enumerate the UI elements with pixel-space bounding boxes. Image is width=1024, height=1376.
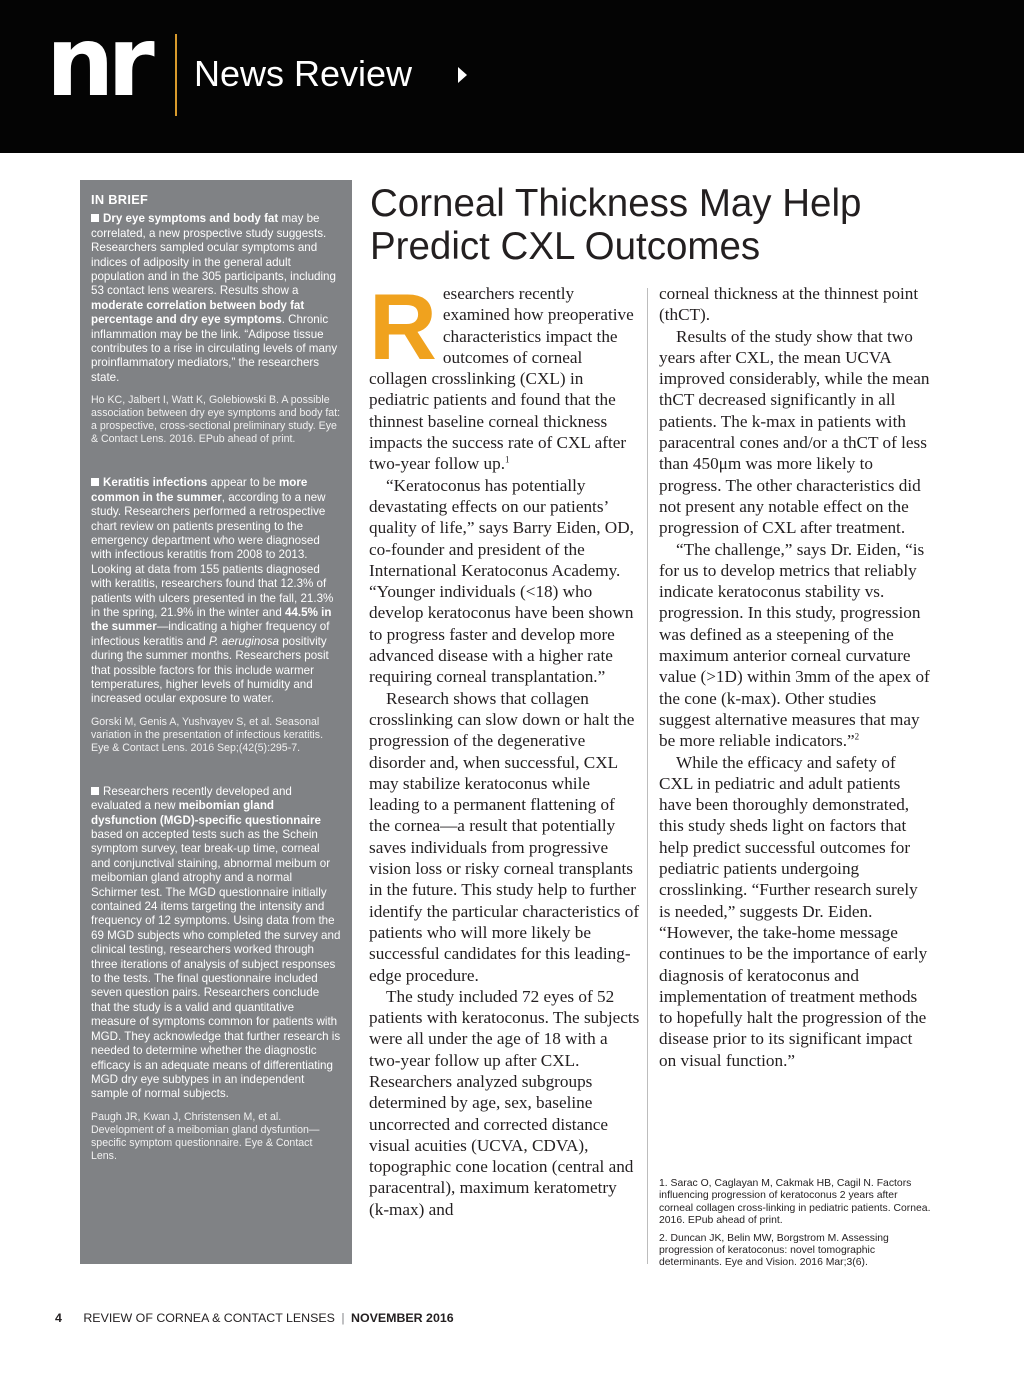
square-bullet-icon xyxy=(91,478,99,486)
brief-item-text: Researchers recently developed and evaluated a new xyxy=(91,784,292,813)
brief-item-text: —indicating a higher frequency of infectious keratitis and xyxy=(91,620,330,648)
article-references xyxy=(659,1178,931,1275)
article-paragraph xyxy=(659,539,931,752)
brief-item-lead: Dry eye symptoms and body fat xyxy=(103,212,279,226)
brief-item-dry-eye xyxy=(91,212,341,385)
brief-item-highlight: moderate correlation between body fat percentage and dry eye symptoms xyxy=(91,298,305,327)
article-paragraph: “Keratoconus has potentially devastating effects on our patients’ quality of life,” says Barry Eiden, OD, co-founder and president of the International Keratoconus Academy. “Younger individuals (<18) who develop keratoconus have been shown to progress faster and develop more advanced disease with a higher rate requiring corneal transplantation.” xyxy=(369,475,634,687)
brief-item-highlight: meibomian gland dysfunction (MGD)-specific questionnaire xyxy=(91,799,321,827)
page-number: 4 xyxy=(55,1311,62,1325)
brief-item-text: , according to a new study. Researchers performed a retrospective chart review on patients presenting to the emergency department who were diagnosed with infectious keratitis from 2008 to 2013. Looking at data from 155 patients diagnosed with keratitis, researchers found that 12.3% of patients with ulcers presented in the fall, 21.3% in the spring, 21.9% in the winter and xyxy=(91,490,334,619)
brief-item-highlight: 44.5% in the summer xyxy=(91,605,332,634)
chevron-right-icon xyxy=(458,67,467,83)
page-footer xyxy=(55,1311,454,1325)
brief-item-reference: Ho KC, Jalbert I, Watt K, Golebiowski B. A possible association between dry eye symptoms and body fat: a prospective, cross-sectional preliminary study. Eye & Contact Lens. 2016. EPub ahead of print. xyxy=(91,394,341,446)
brief-item-text: based on accepted tests such as the Schein symptom survey, tear break-up time, corneal and conjunctival staining, abnormal meibum or meibomian gland atrophy and a normal Schirmer test. The MGD questionnaire initially contained 24 items targeting the intensity and frequency of 12 symptoms. Using data from the 69 MGD subjects who completed the survey and clinical testing, researchers worked through three iterations of analysis of subject responses to the tests. The final questionnaire included seven question pairs. Researchers conclude that the study is a valid and quantitative measure of symptoms common for patients with MGD. They acknowledge that further research is needed to determine whether the diagnostic efficacy is an adequate means of differentiating MGD dry eye subtypes in an independent sample of normal subjects. xyxy=(91,828,341,1101)
nr-logo: nr xyxy=(46,6,148,118)
in-brief-sidebar xyxy=(80,180,352,1264)
issue-date: NOVEMBER 2016 xyxy=(351,1311,454,1325)
article-title: Corneal Thickness May Help Predict CXL Outcomes xyxy=(370,182,862,268)
square-bullet-icon xyxy=(91,214,99,222)
article-paragraph xyxy=(369,274,640,475)
publication-name: REVIEW OF CORNEA & CONTACT LENSES xyxy=(83,1311,335,1325)
brief-item-reference: Paugh JR, Kwan J, Christensen M, et al. Development of a meibomian gland dysfuntion—specific symptom questionnaire. Eye & Contact Lens. xyxy=(91,1110,320,1162)
sidebar-heading: IN BRIEF xyxy=(91,192,149,207)
brief-item-reference: Gorski M, Genis A, Yushvayev S, et al. Seasonal variation in the presentation of infectious keratitis. Eye & Contact Lens. 2016 Sep;(42(5):295-7. xyxy=(91,715,324,754)
brief-item-species: P. aeruginosa xyxy=(208,634,279,648)
section-title: News Review xyxy=(194,53,413,94)
article-paragraph: Results of the study show that two years after CXL, the mean UCVA improved considerably, while the mean thCT decreased significantly in all patients. The k-max in patients with paracentral cones and/or a thCT of less than 450μm was more likely to progress. The other characteristics did not present any notable effect on the progression of CXL after treatment. xyxy=(659,326,930,538)
article-paragraph: While the efficacy and safety of CXL in pediatric and adult patients have been thoroughly demonstrated, this study sheds light on factors that help predict successful outcomes for pediatric patients undergoing crosslinking. “Further research surely is needed,” suggests Dr. Eiden. “However, the take-home message continues to be the importance of early diagnosis of keratoconus and implementation of treatment methods to hopefully halt the progression of the disease prior to its significant impact on visual function.” xyxy=(659,752,928,1070)
footnote-marker: 2 xyxy=(854,731,860,742)
article-column-2 xyxy=(659,283,931,1071)
brief-item-text: may be correlated, a new prospective study suggests. Researchers sampled ocular symptoms and indices of adiposity in the general adult population and in the 305 participants, including 53 contact lens wearers. Results show a xyxy=(91,212,336,298)
page-header xyxy=(0,0,1024,153)
footer-separator: | xyxy=(341,1311,345,1325)
column-divider xyxy=(647,288,648,1264)
brief-item-highlight: more common in the summer xyxy=(91,476,308,504)
brief-item-text: . Chronic inflammation may be the link. “Adipose tissue contributes to a rise in circulating levels of many proinflammatory mediators,” the researchers state. xyxy=(91,313,338,384)
logo-divider xyxy=(175,34,177,116)
paragraph-text: “The challenge,” says Dr. Eiden, “is for us to develop metrics that reliably indicate keratoconus stability vs. progression. In this study, progression was defined as a steepening of the maximum anterior corneal curvature value (>1D) within 3mm of the apex of the cone (k-max). Other studies suggest alternative measures that may be more reliable indicators.” xyxy=(659,539,930,751)
brief-item-text: positivity during the summer months. Researchers posit that possible factors for this include warmer temperatures, higher levels of humidity and increased ocular exposure to water. xyxy=(91,634,329,706)
brief-item-text: appear to be xyxy=(207,476,279,490)
paragraph-text: esearchers recently examined how preoperative characteristics impact the outcomes of corneal collagen crosslinking (CXL) in pediatric patients and found that the thinnest baseline corneal thickness impacts the success rate of CXL after two-year follow up. xyxy=(369,284,634,474)
article-column-1 xyxy=(369,274,640,1220)
reference-item: 1. Sarac O, Caglayan M, Cakmak HB, Cagil N. Factors influencing progression of keratoconus 2 years after corneal collagen cross-linking in pediatric patients. Cornea. 2016. EPub ahead of print. xyxy=(659,1178,931,1227)
square-bullet-icon xyxy=(91,787,99,795)
brief-item-keratitis xyxy=(91,476,341,707)
drop-cap: R xyxy=(369,274,437,379)
footnote-marker: 1 xyxy=(505,454,510,465)
article-paragraph: Research shows that collagen crosslinking can slow down or halt the progression of the degenerative disorder and, when successful, CXL may stabilize keratoconus while leading to a permanent flattening of the cornea—a result that potentially saves individuals from progressive vision loss or risky corneal transplants in the future. This study help to further identify the particular characteristics of patients who will more likely be successful candidates for this leading-edge procedure. xyxy=(369,688,640,985)
brief-item-mgd xyxy=(91,785,341,1102)
reference-item: 2. Duncan JK, Belin MW, Borgstrom M. Assessing progression of keratoconus: novel tomographic determinants. Eye and Vision. 2016 Mar;3(6). xyxy=(659,1232,889,1269)
article-paragraph: The study included 72 eyes of 52 patients with keratoconus. The subjects were all under the age of 18 with a two-year follow up after CXL. Researchers analyzed subgroups determined by age, sex, baseline uncorrected and corrected distance visual acuities (UCVA, CDVA), topographic cone location (central and paracentral), maximum keratometry (k-max) and xyxy=(369,986,640,1219)
brief-item-lead: Keratitis infections xyxy=(103,476,208,490)
article-paragraph: corneal thickness at the thinnest point (thCT). xyxy=(659,284,919,325)
